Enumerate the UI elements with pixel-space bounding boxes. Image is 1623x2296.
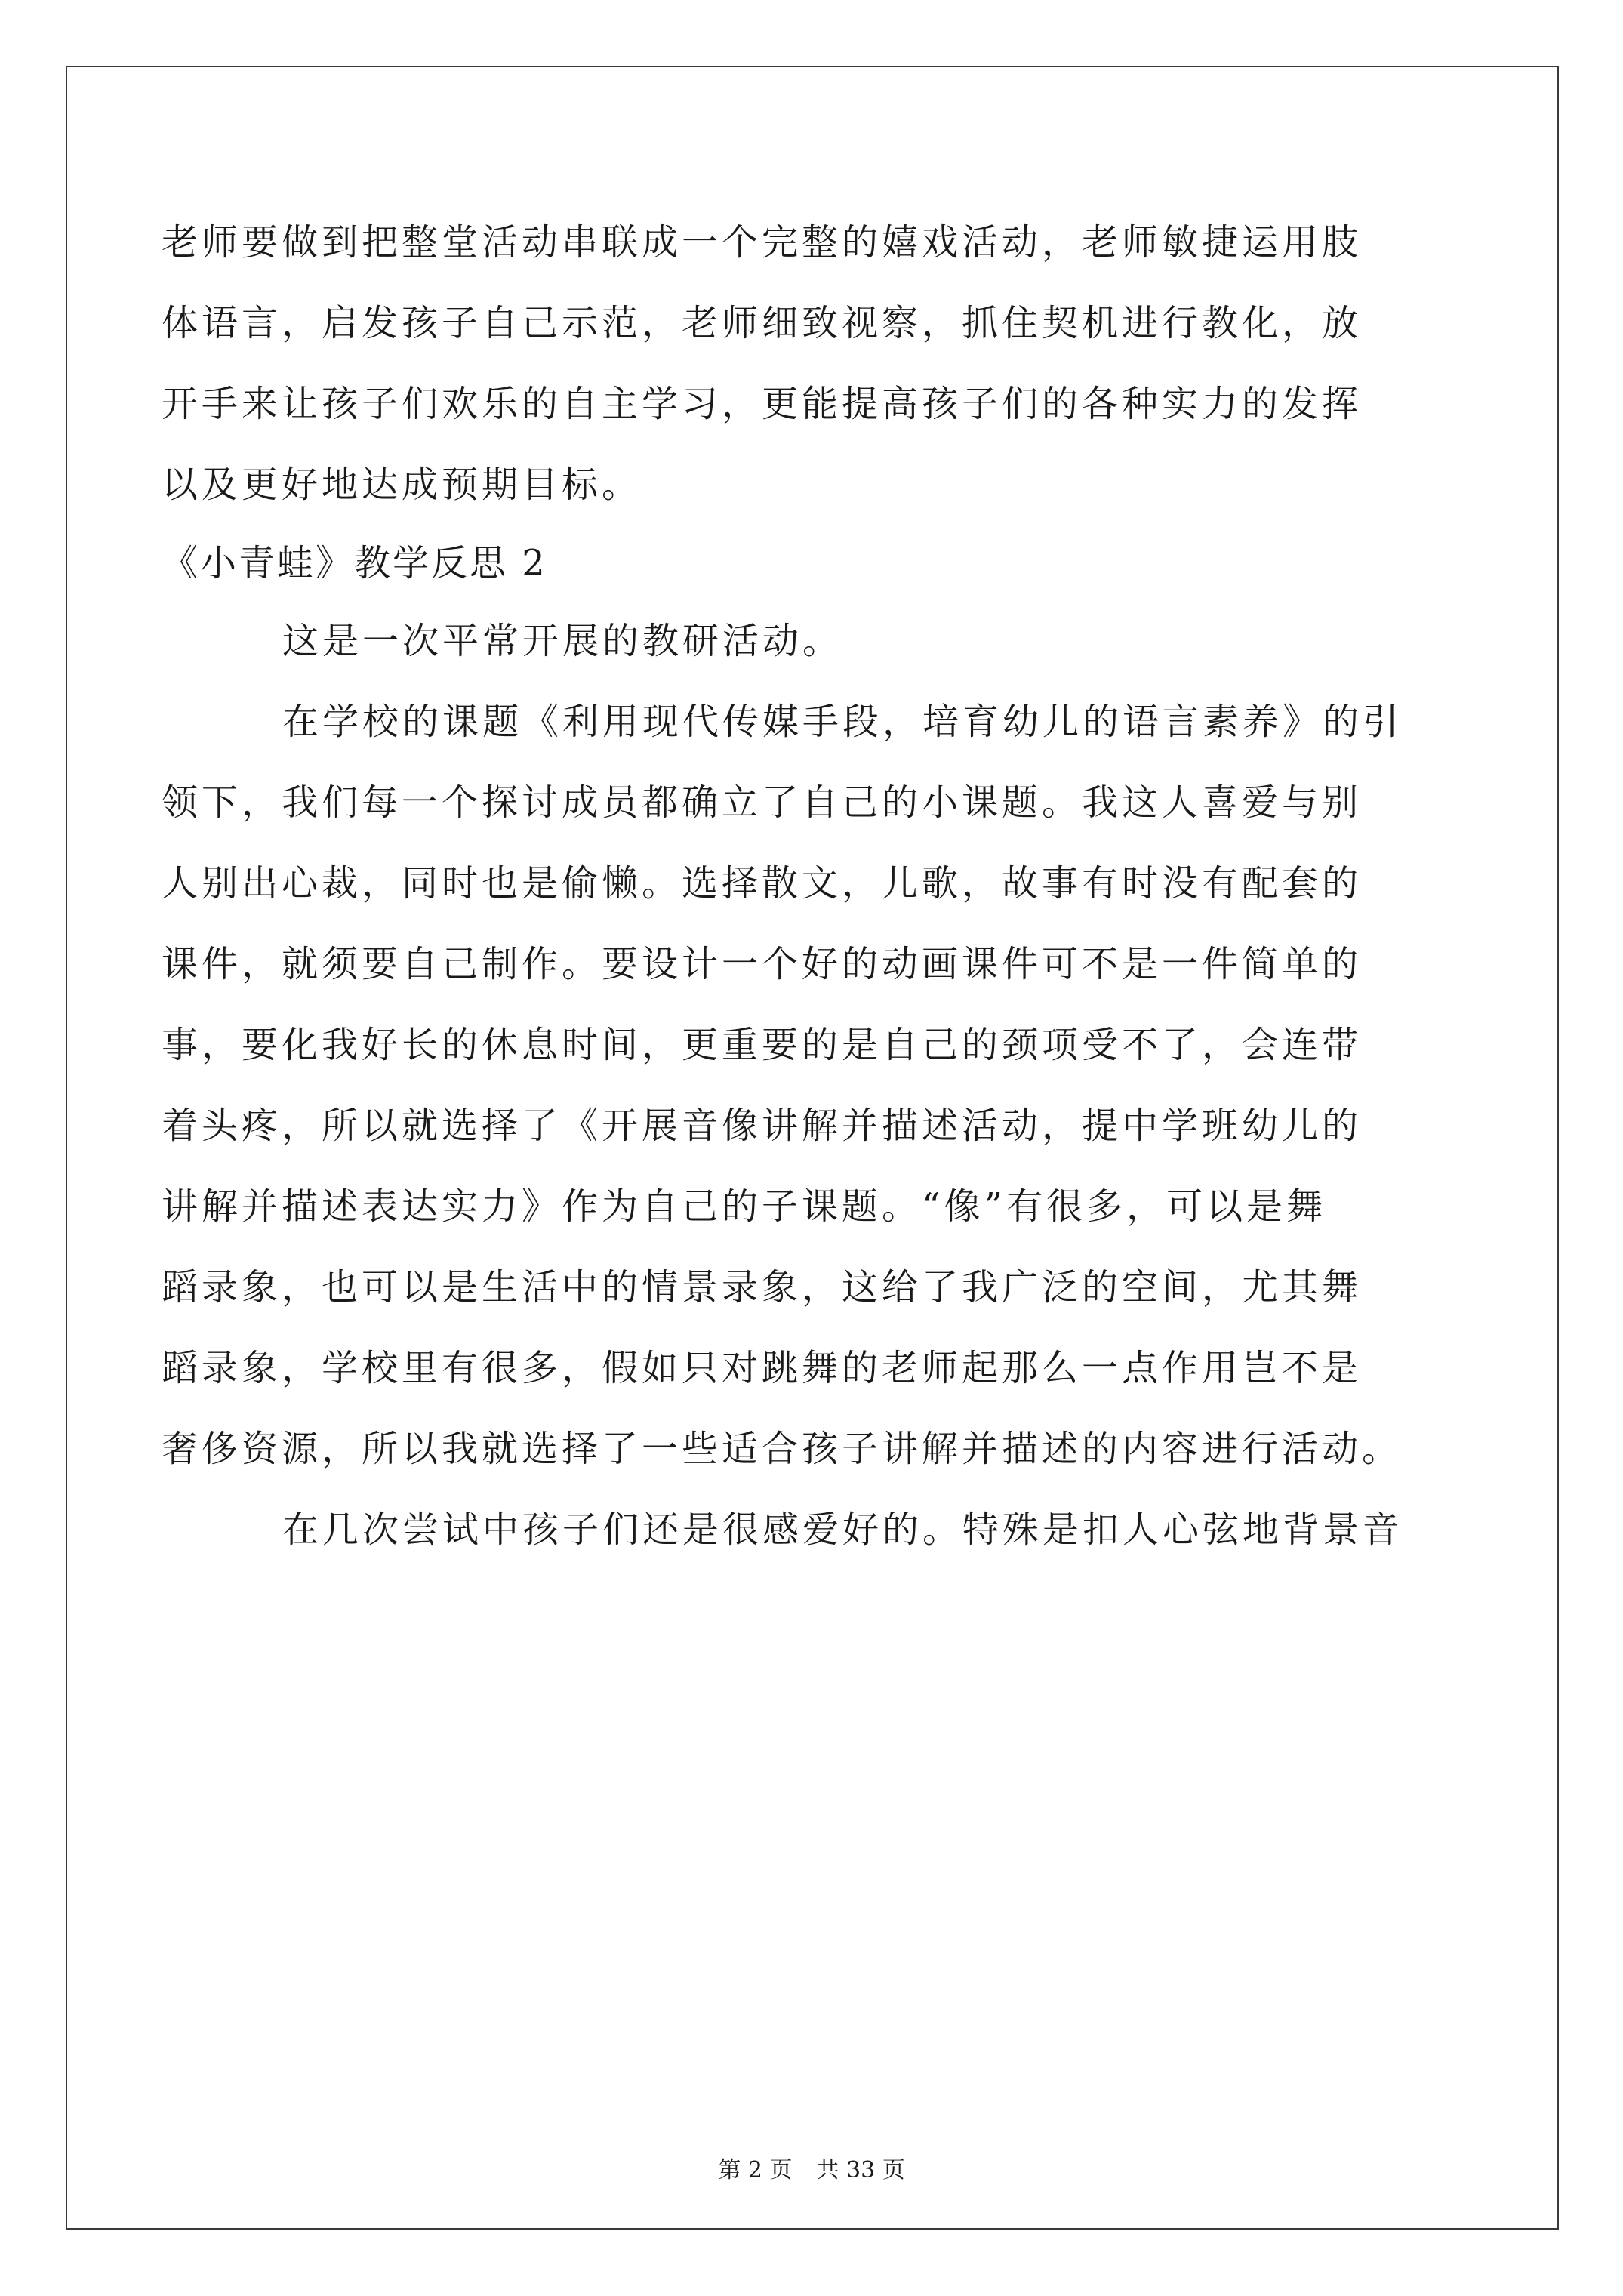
paragraph-line: 在学校的课题《利用现代传媒手段，培育幼儿的语言素养》的引 xyxy=(282,701,1403,743)
page-footer xyxy=(0,2156,1623,2186)
paragraph-line: 老师要做到把整堂活动串联成一个完整的嬉戏活动，老师敏捷运用肢 xyxy=(162,221,1363,264)
paragraph-line: 事，要化我好长的休息时间，更重要的是自己的颈项受不了，会连带 xyxy=(162,1024,1363,1066)
paragraph-line: 蹈录象，学校里有很多，假如只对跳舞的老师起那么一点作用岂不是 xyxy=(162,1347,1363,1389)
paragraph-line: 开手来让孩子们欢乐的自主学习，更能提高孩子们的各种实力的发挥 xyxy=(162,383,1363,425)
paragraph-line: 以及更好地达成预期目标。 xyxy=(162,464,642,506)
paragraph-line: 体语言，启发孩子自己示范，老师细致视察，抓住契机进行教化，放 xyxy=(162,302,1363,344)
section-heading: 《小青蛙》教学反思 2 xyxy=(162,542,547,584)
page-total: 共 33 页 xyxy=(816,2157,905,2184)
paragraph-line: 课件，就须要自己制作。要设计一个好的动画课件可不是一件简单的 xyxy=(162,943,1363,985)
paragraph-line: 在几次尝试中孩子们还是很感爱好的。特殊是扣人心弦地背景音 xyxy=(282,1509,1403,1551)
paragraph-line: 奢侈资源，所以我就选择了一些适合孩子讲解并描述的内容进行活动。 xyxy=(162,1428,1403,1470)
page-number: 第 2 页 xyxy=(718,2157,793,2184)
paragraph-line: 讲解并描述表达实力》作为自己的子课题。“像”有很多，可以是舞 xyxy=(162,1185,1327,1228)
paragraph-line: 着头疼，所以就选择了《开展音像讲解并描述活动，提中学班幼儿的 xyxy=(162,1105,1363,1147)
paragraph-line: 这是一次平常开展的教研活动。 xyxy=(282,620,843,662)
paragraph-line: 人别出心裁，同时也是偷懒。选择散文，儿歌，故事有时没有配套的 xyxy=(162,862,1363,905)
paragraph-line: 蹈录象，也可以是生活中的情景录象，这给了我广泛的空间，尤其舞 xyxy=(162,1266,1363,1308)
paragraph-line: 领下，我们每一个探讨成员都确立了自己的小课题。我这人喜爱与别 xyxy=(162,781,1363,824)
document-body xyxy=(162,202,1475,1570)
